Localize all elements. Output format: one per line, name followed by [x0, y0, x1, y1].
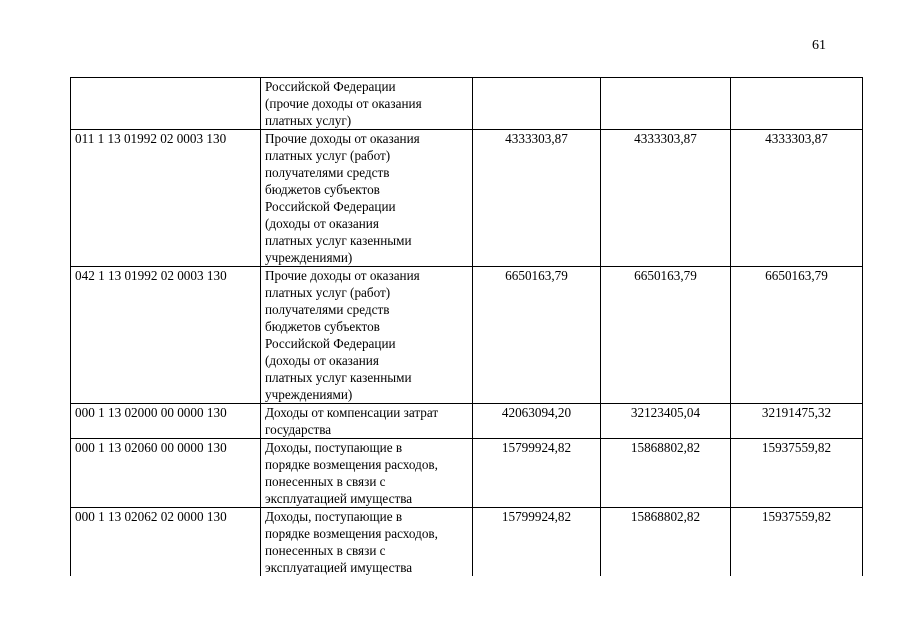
budget-code-cell: 000 1 13 02000 00 0000 130: [71, 404, 261, 439]
amount-cell-year2: 32123405,04: [601, 404, 731, 439]
amount-cell-year1: 15799924,82: [473, 439, 601, 508]
revenue-name-cell: [261, 439, 473, 508]
amount-cell-year2: 4333303,87: [601, 130, 731, 267]
revenue-name-cell: [261, 404, 473, 439]
amount-cell-year3: 15937559,82: [731, 439, 863, 508]
revenue-name-line: получателями средств: [265, 302, 390, 317]
revenue-name-line: понесенных в связи с: [265, 543, 386, 558]
revenue-name-line: платных услуг): [265, 113, 352, 128]
revenue-name-line: (доходы от оказания: [265, 216, 379, 231]
revenue-name-line: платных услуг (работ): [265, 148, 391, 163]
table-row: [71, 404, 863, 439]
amount-cell-year3: [731, 78, 863, 130]
revenue-name-line: получателями средств: [265, 165, 390, 180]
amount-cell-year3: 4333303,87: [731, 130, 863, 267]
revenue-name-line: Доходы, поступающие в: [265, 509, 403, 524]
amount-cell-year2: 15868802,82: [601, 508, 731, 577]
revenue-name-line: понесенных в связи с: [265, 474, 386, 489]
revenue-table: [70, 77, 863, 576]
revenue-name-cell: [261, 508, 473, 577]
table-row: [71, 508, 863, 577]
amount-cell-year1: 6650163,79: [473, 267, 601, 404]
budget-code-cell: 000 1 13 02060 00 0000 130: [71, 439, 261, 508]
revenue-name-line: (прочие доходы от оказания: [265, 96, 422, 111]
revenue-name-line: бюджетов субъектов: [265, 319, 380, 334]
revenue-name-cell: [261, 267, 473, 404]
budget-code-cell: [71, 78, 261, 130]
amount-cell-year1: 15799924,82: [473, 508, 601, 577]
revenue-name-line: порядке возмещения расходов,: [265, 457, 438, 472]
budget-code-cell: 011 1 13 01992 02 0003 130: [71, 130, 261, 267]
amount-cell-year2: 6650163,79: [601, 267, 731, 404]
revenue-name-line: Российской Федерации: [265, 199, 396, 214]
amount-cell-year3: 6650163,79: [731, 267, 863, 404]
revenue-name-line: Прочие доходы от оказания: [265, 268, 420, 283]
revenue-name-cell: [261, 130, 473, 267]
revenue-name-line: платных услуг (работ): [265, 285, 391, 300]
revenue-name-line: порядке возмещения расходов,: [265, 526, 438, 541]
budget-code-cell: 042 1 13 01992 02 0003 130: [71, 267, 261, 404]
revenue-name-line: учреждениями): [265, 250, 353, 265]
amount-cell-year2: 15868802,82: [601, 439, 731, 508]
amount-cell-year1: 4333303,87: [473, 130, 601, 267]
revenue-name-line: учреждениями): [265, 387, 353, 402]
revenue-name-line: эксплуатацией имущества: [265, 491, 413, 506]
page-number: 61: [812, 38, 826, 53]
table-row: [71, 439, 863, 508]
revenue-name-line: эксплуатацией имущества: [265, 560, 413, 575]
revenue-name-line: (доходы от оказания: [265, 353, 379, 368]
amount-cell-year2: [601, 78, 731, 130]
revenue-name-line: Российской Федерации: [265, 79, 396, 94]
revenue-name-line: платных услуг казенными: [265, 233, 412, 248]
amount-cell-year1: [473, 78, 601, 130]
amount-cell-year3: 32191475,32: [731, 404, 863, 439]
revenue-name-line: бюджетов субъектов: [265, 182, 380, 197]
amount-cell-year3: 15937559,82: [731, 508, 863, 577]
revenue-name-cell: [261, 78, 473, 130]
revenue-name-line: Российской Федерации: [265, 336, 396, 351]
revenue-name-line: Доходы от компенсации затрат: [265, 405, 439, 420]
table-row: [71, 130, 863, 267]
amount-cell-year1: 42063094,20: [473, 404, 601, 439]
table-row: [71, 78, 863, 130]
revenue-name-line: платных услуг казенными: [265, 370, 412, 385]
revenue-name-line: Прочие доходы от оказания: [265, 131, 420, 146]
revenue-name-line: государства: [265, 422, 332, 437]
revenue-name-line: Доходы, поступающие в: [265, 440, 403, 455]
budget-code-cell: 000 1 13 02062 02 0000 130: [71, 508, 261, 577]
table-row: [71, 267, 863, 404]
